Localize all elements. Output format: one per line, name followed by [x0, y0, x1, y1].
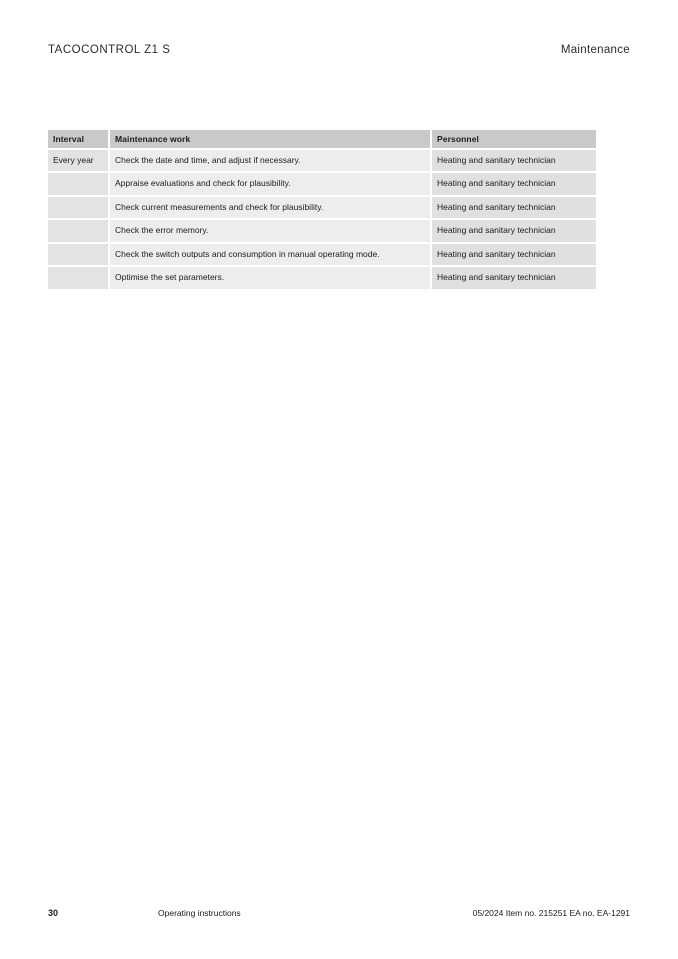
table-row	[48, 172, 596, 195]
cell-interval	[48, 172, 109, 195]
cell-maintenance-work: Optimise the set parameters.	[109, 266, 431, 288]
cell-maintenance-work: Check current measurements and check for plausibility.	[109, 196, 431, 219]
column-header-maintenance-work: Maintenance work	[109, 130, 431, 149]
cell-maintenance-work: Appraise evaluations and check for plausibility.	[109, 172, 431, 195]
page-header	[48, 44, 630, 56]
maintenance-table-container	[48, 130, 596, 289]
column-header-interval: Interval	[48, 130, 109, 149]
maintenance-table	[48, 130, 596, 289]
cell-interval	[48, 196, 109, 219]
document-title: TACOCONTROL Z1 S	[48, 44, 171, 56]
cell-maintenance-work: Check the switch outputs and consumption in manual operating mode.	[109, 243, 431, 266]
cell-maintenance-work: Check the date and time, and adjust if necessary.	[109, 149, 431, 172]
cell-personnel: Heating and sanitary technician	[431, 172, 596, 195]
page-number: 30	[48, 908, 59, 918]
table-body	[48, 149, 596, 289]
column-header-personnel: Personnel	[431, 130, 596, 149]
table-row	[48, 219, 596, 242]
cell-interval: Every year	[48, 149, 109, 172]
cell-personnel: Heating and sanitary technician	[431, 149, 596, 172]
table-header-row	[48, 130, 596, 149]
cell-personnel: Heating and sanitary technician	[431, 196, 596, 219]
cell-interval	[48, 266, 109, 288]
cell-maintenance-work: Check the error memory.	[109, 219, 431, 242]
table-row	[48, 243, 596, 266]
table-row	[48, 149, 596, 172]
cell-interval	[48, 243, 109, 266]
table-row	[48, 196, 596, 219]
chapter-title: Maintenance	[560, 44, 630, 56]
cell-personnel: Heating and sanitary technician	[431, 219, 596, 242]
table-row	[48, 266, 596, 288]
page-footer	[48, 908, 630, 922]
cell-personnel: Heating and sanitary technician	[431, 243, 596, 266]
cell-personnel: Heating and sanitary technician	[431, 266, 596, 288]
footer-document-type: Operating instructions	[158, 908, 241, 918]
cell-interval	[48, 219, 109, 242]
footer-item-reference: 05/2024 Item no. 215251 EA no. EA-1291	[472, 908, 630, 918]
